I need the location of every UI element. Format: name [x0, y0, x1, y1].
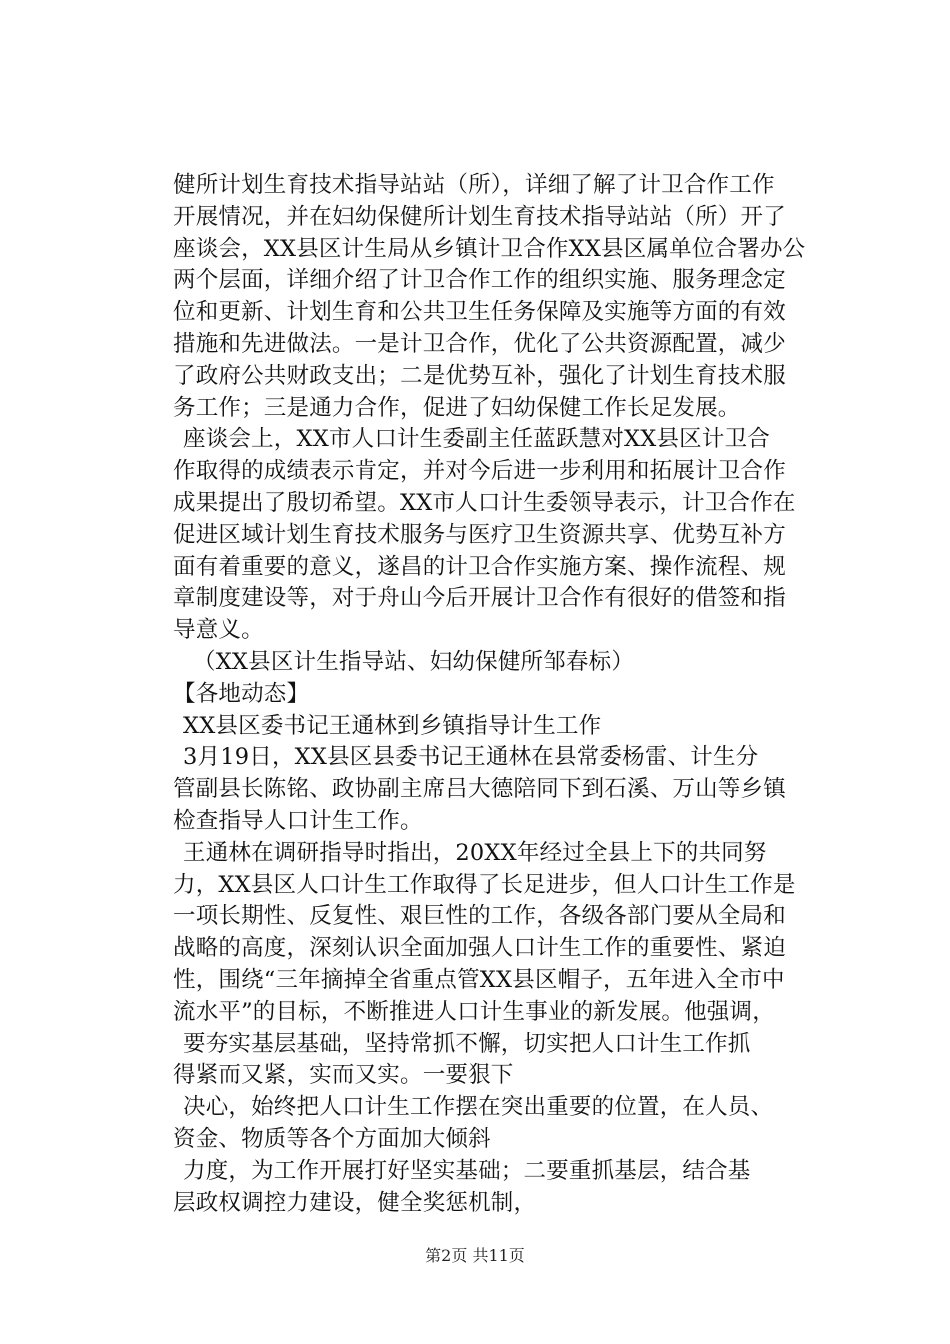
- text-line: 措施和先进做法。一是计卫合作，优化了公共资源配置，减少: [173, 330, 786, 357]
- paragraph-start-line: 座谈会上，XX市人口计生委副主任蓝跃慧对XX县区计卫合: [183, 426, 770, 453]
- paragraph-start-line: 王通林在调研指导时指出，20XX年经过全县上下的共同努: [183, 839, 767, 866]
- text-line: 面有着重要的意义，遂昌的计卫合作实施方案、操作流程、规: [173, 553, 786, 580]
- text-line: 两个层面，详细介绍了计卫合作工作的组织实施、服务理念定: [173, 267, 786, 294]
- document-body: [173, 170, 833, 1219]
- text-line: 健所计划生育技术指导站站（所），详细了解了计卫合作工作: [173, 172, 775, 198]
- article-title: XX县区委书记王通林到乡镇指导计生工作: [183, 712, 602, 739]
- paragraph-start-line: 力度，为工作开展打好坚实基础；二要重抓基层，结合基: [183, 1157, 751, 1184]
- text-line: 务工作；三是通力合作，促进了妇幼保健工作长足发展。: [173, 394, 741, 421]
- section-heading: 【各地动态】: [173, 680, 310, 707]
- paragraph-start-line: 3月19日，XX县区县委书记王通林在县常委杨雷、计生分: [183, 744, 759, 771]
- text-line: 导意义。: [173, 617, 264, 644]
- text-line: 得紧而又紧，实而又实。一要狠下: [173, 1062, 514, 1089]
- byline: （XX县区计生指导站、妇幼保健所邹春标）: [193, 648, 635, 675]
- text-line: 成果提出了殷切希望。XX市人口计生委领导表示，计卫合作在: [173, 489, 796, 516]
- text-line: 层政权调控力建设，健全奖惩机制，: [173, 1189, 537, 1216]
- text-line: 性，围绕“三年摘掉全省重点管XX县区帽子，五年进入全市中: [173, 966, 785, 993]
- paragraph-start-line: 要夯实基层基础，坚持常抓不懈，切实把人口计生工作抓: [183, 1030, 751, 1057]
- text-line: 战略的高度，深刻认识全面加强人口计生工作的重要性、紧迫: [173, 935, 786, 962]
- page-number-footer: 第2页 共11页: [425, 1246, 525, 1265]
- text-line: 了政府公共财政支出；二是优势互补，强化了计划生育技术服: [173, 362, 786, 389]
- paragraph-start-line: 决心，始终把人口计生工作摆在突出重要的位置，在人员、: [183, 1094, 774, 1121]
- text-line: 力，XX县区人口计生工作取得了长足进步，但人口计生工作是: [173, 871, 796, 898]
- text-line: 检查指导人口计生工作。: [173, 807, 423, 834]
- text-line: 流水平”的目标，不断推进人口计生事业的新发展。他强调，: [173, 998, 775, 1025]
- text-line: 促进区域计划生育技术服务与医疗卫生资源共享、优势互补方: [173, 521, 786, 548]
- text-line: 资金、物质等各个方面加大倾斜: [173, 1125, 491, 1152]
- text-line: 作取得的成绩表示肯定，并对今后进一步利用和拓展计卫合作: [173, 458, 786, 485]
- text-line: 管副县长陈铭、政协副主席吕大德陪同下到石溪、万山等乡镇: [173, 776, 786, 803]
- text-line: 章制度建设等，对于舟山今后开展计卫合作有很好的借签和指: [173, 585, 786, 612]
- text-line: 座谈会，XX县区计生局从乡镇计卫合作XX县区属单位合署办公: [173, 235, 806, 262]
- text-line: 位和更新、计划生育和公共卫生任务保障及实施等方面的有效: [173, 299, 786, 326]
- text-line: 开展情况，并在妇幼保健所计划生育技术指导站站（所）开了: [173, 203, 786, 230]
- text-line: 一项长期性、反复性、艰巨性的工作，各级各部门要从全局和: [173, 903, 786, 930]
